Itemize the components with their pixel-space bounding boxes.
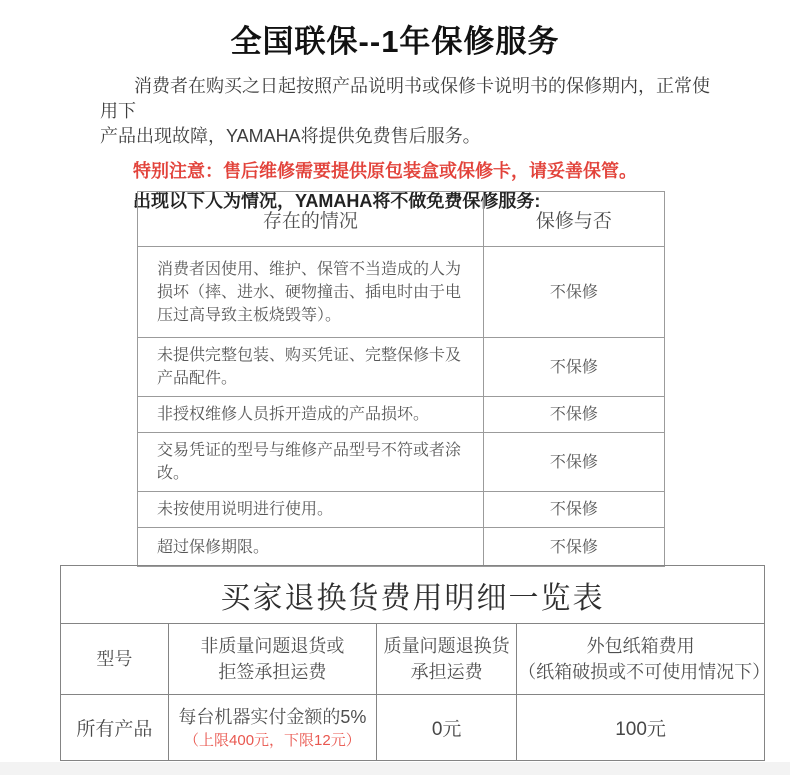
- fees-col-quality-line: 承担运费: [410, 662, 483, 682]
- warranty-header-row: [138, 192, 665, 247]
- intro-paragraph: [100, 74, 722, 149]
- fees-col-non-quality-line: 非质量问题退货或: [200, 636, 345, 656]
- table-row: [138, 492, 665, 528]
- table-row: [138, 247, 665, 338]
- situation-cell: 交易凭证的型号与维修产品型号不符或者涂改。: [138, 433, 484, 492]
- page-title: 全国联保--1年保修服务: [230, 24, 560, 59]
- fees-col-box-line: （纸箱破损或不可使用情况下）: [518, 662, 771, 682]
- footer-strip: [0, 762, 790, 775]
- table-row: [138, 433, 665, 492]
- covered-cell: 不保修: [483, 397, 664, 433]
- fees-col-box-line: 外包纸箱费用: [586, 636, 695, 656]
- fees-non-quality-fee: 每台机器实付金额的5%: [178, 707, 367, 727]
- fees-model-value: 所有产品: [61, 695, 169, 761]
- fees-col-quality: [377, 624, 517, 695]
- special-notice: 特别注意：售后维修需要提供原包装盒或保修卡，请妥善保管。: [133, 161, 637, 181]
- table-row: [138, 397, 665, 433]
- covered-cell: 不保修: [483, 247, 664, 338]
- fees-table-title: 买家退换货费用明细一览表: [61, 566, 765, 624]
- fees-quality-value: 0元: [377, 695, 517, 761]
- fees-header-row: [61, 624, 765, 695]
- situation-cell: 未按使用说明进行使用。: [138, 492, 484, 528]
- fees-col-non-quality-line: 拒签承担运费: [218, 662, 327, 682]
- warranty-col-situation: 存在的情况: [138, 192, 484, 247]
- covered-cell: 不保修: [483, 338, 664, 397]
- fees-title-row: [61, 566, 765, 624]
- covered-cell: 不保修: [483, 433, 664, 492]
- warranty-table: [137, 191, 665, 567]
- fees-non-quality-note: （上限400元，下限12元）: [184, 732, 361, 749]
- intro-line: 产品出现故障，YAMAHA将提供免费售后服务。: [100, 126, 481, 146]
- situation-cell: 非授权维修人员拆开造成的产品损坏。: [138, 397, 484, 433]
- covered-cell: 不保修: [483, 528, 664, 567]
- situation-cell: 超过保修期限。: [138, 528, 484, 567]
- situation-cell: 未提供完整包装、购买凭证、完整保修卡及产品配件。: [138, 338, 484, 397]
- intro-line: 消费者在购买之日起按照产品说明书或保修卡说明书的保修期内，正常使用下: [100, 76, 710, 121]
- fees-col-box: [517, 624, 771, 695]
- fees-col-quality-line: 质量问题退换货: [383, 636, 510, 656]
- fees-non-quality-value: [168, 695, 376, 761]
- fees-table: [60, 565, 771, 761]
- fees-col-model: 型号: [61, 624, 169, 695]
- table-row: [138, 528, 665, 567]
- fees-box-value: 100元: [517, 695, 765, 761]
- situation-cell: 消费者因使用、维护、保管不当造成的人为损坏（摔、进水、硬物撞击、插电时由于电压过高导致主板烧毁等）。: [138, 247, 484, 338]
- fees-col-non-quality: [168, 624, 376, 695]
- covered-cell: 不保修: [483, 492, 664, 528]
- warranty-col-covered: 保修与否: [483, 192, 664, 247]
- table-row: [61, 695, 765, 761]
- table-row: [138, 338, 665, 397]
- conditions-intro: 出现以下人为情况，YAMAHA将不做免费保修服务:: [133, 191, 541, 211]
